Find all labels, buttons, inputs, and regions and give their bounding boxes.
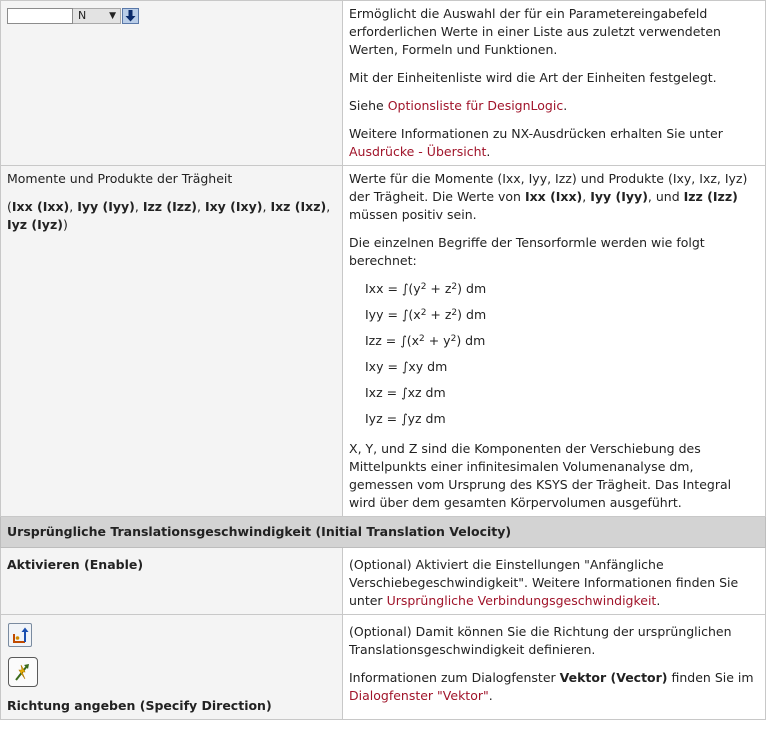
vector-dialog-icon[interactable]	[8, 657, 38, 687]
row-parameter-list	[1, 1, 766, 166]
specify-direction-label: Richtung angeben (Specify Direction)	[7, 698, 272, 713]
link-initial-joint-velocity[interactable]: Ursprüngliche Verbindungsgeschwindigkeit	[386, 593, 657, 608]
link-vector-dialog[interactable]: Dialogfenster "Vektor"	[349, 688, 489, 703]
description-paragraph: Siehe Optionsliste für DesignLogic.	[349, 98, 568, 113]
left-cell-specify-direction	[1, 615, 343, 720]
formula-ixx: Ixx = $\int(y^2 + z^2)$ dm	[365, 281, 487, 296]
value-input[interactable]	[7, 8, 73, 24]
caret-down-icon: ▼	[109, 11, 116, 21]
unit-dropdown[interactable]	[73, 8, 121, 24]
arrow-down-icon[interactable]	[122, 8, 139, 24]
description-paragraph: Ermöglicht die Auswahl der für ein Parametereingabefeld erforderlichen Werte in einer Liste aus zuletzt verwendeten Werten, Formeln und Funktionen.	[349, 6, 721, 57]
right-cell-specify-direction	[343, 615, 766, 720]
description-paragraph: X, Y, und Z sind die Komponenten der Verschiebung des Mittelpunkts einer infinitesimalen Volumenanalyse dm, gemessen vom Ursprung des KSYS der Trägheit. Das Integral wird über dem gesamten Körpervolumen ausgeführt.	[349, 441, 732, 510]
left-cell-parameter-list	[1, 1, 343, 166]
section-title: Ursprüngliche Translationsgeschwindigkeit (Initial Translation Velocity)	[1, 517, 766, 548]
description-paragraph: Mit der Einheitenliste wird die Art der Einheiten festgelegt.	[349, 70, 717, 85]
formula-iyy: Iyy = $\int(x^2 + z^2)$ dm	[365, 307, 487, 322]
inertia-title: Momente und Produkte der Trägheit	[7, 171, 233, 186]
row-enable	[1, 548, 766, 615]
inertia-terms: (Ixx (Ixx), Iyy (Iyy), Izz (Izz), Ixy (Ixy), Ixz (Ixz), Iyz (Iyz))	[7, 199, 331, 232]
formula-ixz: Ixz = ∫xz dm	[365, 385, 446, 400]
expression-field-widget	[7, 8, 139, 24]
vector-direction-icon[interactable]	[8, 623, 32, 647]
enable-label: Aktivieren (Enable)	[7, 557, 144, 572]
row-specify-direction	[1, 615, 766, 720]
link-designlogic-options[interactable]: Optionsliste für DesignLogic	[387, 98, 564, 113]
description-paragraph: Weitere Informationen zu NX-Ausdrücken erhalten Sie unter Ausdrücke - Übersicht.	[349, 126, 723, 159]
formula-izz: Izz = $\int(x^2 + y^2)$ dm	[365, 333, 486, 348]
row-inertia	[1, 166, 766, 517]
description-paragraph: Informationen zum Dialogfenster Vektor (Vector) finden Sie im Dialogfenster "Vektor".	[349, 670, 754, 703]
left-cell-enable	[1, 548, 343, 615]
left-cell-inertia	[1, 166, 343, 517]
formula-ixy: Ixy = ∫xy dm	[365, 359, 448, 374]
section-header-row	[1, 517, 766, 548]
description-paragraph: (Optional) Damit können Sie die Richtung der ursprünglichen Translationsgeschwindigkeit definieren.	[349, 624, 732, 657]
description-paragraph: Die einzelnen Begriffe der Tensorformle werden wie folgt berechnet:	[349, 235, 705, 268]
formula-iyz: Iyz = ∫yz dm	[365, 411, 446, 426]
description-paragraph: Werte für die Momente (Ixx, Iyy, Izz) und Produkte (Ixy, Ixz, Iyz) der Trägheit. Die Werte von Ixx (Ixx), Iyy (Iyy), und Izz (Izz) müssen positiv sein.	[349, 171, 748, 222]
right-cell-parameter-list	[343, 1, 766, 166]
description-paragraph: (Optional) Aktiviert die Einstellungen "Anfängliche Verschiebegeschwindigkeit". Weitere Informationen finden Sie unter Ursprüngliche Verbindungsgeschwindigkeit.	[349, 557, 739, 608]
right-cell-enable	[343, 548, 766, 615]
link-expressions-overview[interactable]: Ausdrücke - Übersicht	[349, 144, 487, 159]
unit-value: N	[78, 9, 87, 22]
right-cell-inertia	[343, 166, 766, 517]
